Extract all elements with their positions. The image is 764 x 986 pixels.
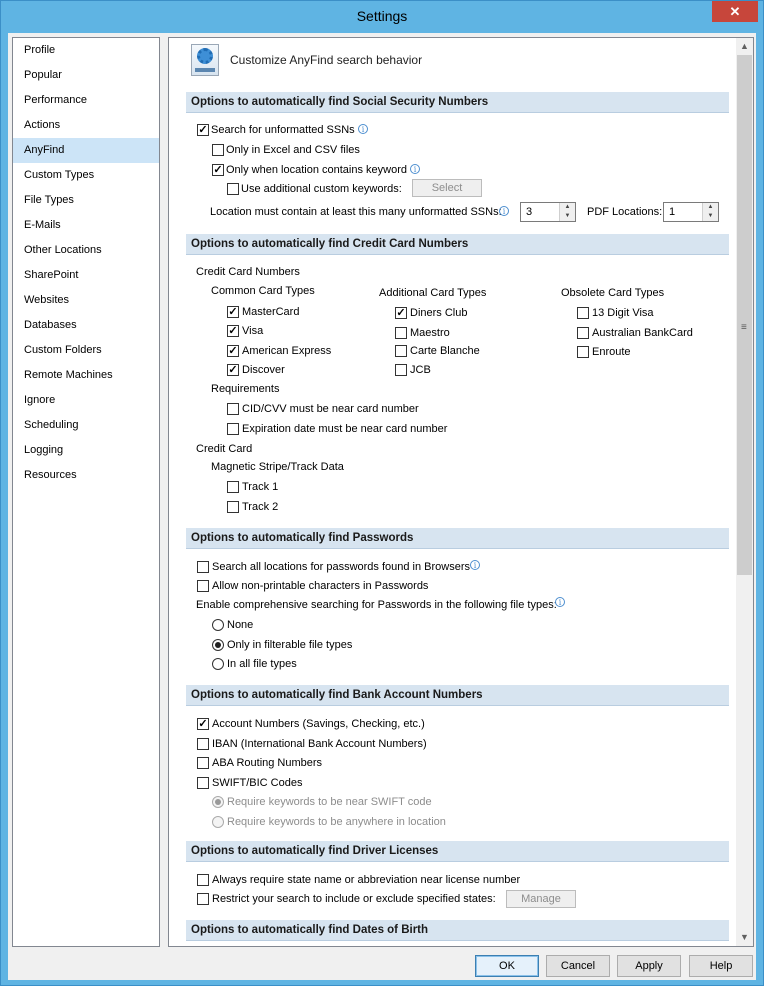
info-icon[interactable]: i	[470, 560, 480, 570]
13-digit-visa-label: 13 Digit Visa	[592, 307, 654, 319]
swift-near-label: Require keywords to be near SWIFT code	[227, 796, 432, 808]
sidebar-item-databases[interactable]: Databases	[24, 319, 77, 331]
sidebar-item-sharepoint[interactable]: SharePoint	[24, 269, 79, 281]
common-card-types-label: Common Card Types	[211, 285, 315, 297]
sidebar-item-custom-folders[interactable]: Custom Folders	[24, 344, 102, 356]
expiration-date-checkbox[interactable]	[227, 423, 239, 435]
select-keywords-button[interactable]: Select	[412, 179, 482, 197]
carte-blanche-label: Carte Blanche	[410, 345, 480, 357]
enroute-label: Enroute	[592, 346, 631, 358]
settings-content-panel	[168, 37, 754, 947]
swift-bic-label: SWIFT/BIC Codes	[212, 777, 303, 789]
sidebar-item-file-types[interactable]: File Types	[24, 194, 74, 206]
australian-bankcard-checkbox[interactable]	[577, 327, 589, 339]
password-filterable-radio[interactable]	[212, 639, 224, 651]
browser-passwords-checkbox[interactable]	[197, 561, 209, 573]
location-keyword-checkbox[interactable]	[212, 164, 224, 176]
window-title: Settings	[356, 8, 408, 24]
swift-bic-checkbox[interactable]	[197, 777, 209, 789]
non-printable-label: Allow non-printable characters in Passwords	[212, 580, 429, 592]
info-icon[interactable]: i	[358, 124, 368, 134]
requirements-label: Requirements	[211, 383, 280, 395]
min-ssn-count-stepper[interactable]	[520, 202, 576, 222]
sidebar-item-anyfind[interactable]: AnyFind	[13, 138, 159, 163]
swift-near-radio[interactable]	[212, 796, 224, 808]
sidebar-item-remote-machines[interactable]: Remote Machines	[24, 369, 113, 381]
bank-section-header: Options to automatically find Bank Account Numbers	[186, 685, 729, 706]
info-icon[interactable]: i	[499, 206, 509, 216]
min-ssn-count-value: 3	[526, 206, 533, 218]
swift-anywhere-label: Require keywords to be anywhere in location	[227, 816, 446, 828]
diners-club-label: Diners Club	[410, 307, 468, 319]
ssn-section-header: Options to automatically find Social Security Numbers	[186, 92, 729, 113]
iban-label: IBAN (International Bank Account Numbers)	[212, 738, 427, 750]
scroll-up-icon[interactable]: ▲	[740, 41, 749, 51]
unformatted-ssn-checkbox[interactable]	[197, 124, 209, 136]
pdf-locations-stepper[interactable]	[663, 202, 719, 222]
cid-cvv-label: CID/CVV must be near card number	[242, 403, 419, 415]
cid-cvv-checkbox[interactable]	[227, 403, 239, 415]
visa-checkbox[interactable]	[227, 325, 239, 337]
australian-bankcard-label: Australian BankCard	[592, 327, 693, 339]
page-title: Customize AnyFind search behavior	[230, 53, 423, 67]
discover-label: Discover	[242, 364, 285, 376]
expiration-date-label: Expiration date must be near card number	[242, 423, 448, 435]
carte-blanche-checkbox[interactable]	[395, 345, 407, 357]
aba-routing-checkbox[interactable]	[197, 757, 209, 769]
close-button[interactable]: ✕	[712, 1, 758, 22]
magnetic-stripe-label: Magnetic Stripe/Track Data	[211, 461, 344, 473]
custom-keywords-label: Use additional custom keywords:	[241, 183, 402, 195]
password-none-label: None	[227, 619, 254, 631]
sidebar-item-logging[interactable]: Logging	[24, 444, 64, 456]
track-1-checkbox[interactable]	[227, 481, 239, 493]
amex-checkbox[interactable]	[227, 345, 239, 357]
cancel-button[interactable]: Cancel	[546, 955, 610, 977]
sidebar-item-ignore[interactable]: Ignore	[24, 394, 56, 406]
password-none-radio[interactable]	[212, 619, 224, 631]
enroute-checkbox[interactable]	[577, 346, 589, 358]
location-keyword-label: Only when location contains keyword	[226, 164, 407, 176]
jcb-checkbox[interactable]	[395, 364, 407, 376]
grip-icon: ≡	[741, 322, 747, 333]
min-ssn-count-label: Location must contain at least this many unformatted SSNs:	[210, 206, 502, 218]
credit-card-numbers-label: Credit Card Numbers	[196, 266, 300, 278]
password-all-types-label: In all file types	[227, 658, 297, 670]
track-2-label: Track 2	[242, 501, 279, 513]
jcb-label: JCB	[410, 364, 431, 376]
sidebar-item-performance[interactable]: Performance	[24, 94, 87, 106]
excel-csv-label: Only in Excel and CSV files	[226, 144, 360, 156]
sidebar-item-actions[interactable]: Actions	[24, 119, 61, 131]
apply-button[interactable]: Apply	[617, 955, 681, 977]
visa-label: Visa	[242, 325, 264, 337]
diners-club-checkbox[interactable]	[395, 307, 407, 319]
password-filterable-label: Only in filterable file types	[227, 639, 353, 651]
track-2-checkbox[interactable]	[227, 501, 239, 513]
discover-checkbox[interactable]	[227, 364, 239, 376]
sidebar-item-resources[interactable]: Resources	[24, 469, 77, 481]
restrict-states-checkbox[interactable]	[197, 893, 209, 905]
account-numbers-checkbox[interactable]	[197, 718, 209, 730]
custom-keywords-checkbox[interactable]	[227, 183, 239, 195]
ok-button[interactable]: OK	[475, 955, 539, 977]
spin-down-icon[interactable]: ▼	[564, 213, 571, 219]
scroll-down-icon[interactable]: ▼	[740, 932, 749, 942]
passwords-section-header: Options to automatically find Passwords	[186, 528, 729, 549]
sidebar-item-other-locations[interactable]: Other Locations	[24, 244, 102, 256]
sidebar-item-scheduling[interactable]: Scheduling	[24, 419, 79, 431]
track-1-label: Track 1	[242, 481, 279, 493]
iban-checkbox[interactable]	[197, 738, 209, 750]
aba-routing-label: ABA Routing Numbers	[212, 757, 323, 769]
pdf-locations-value: 1	[669, 206, 676, 218]
anyfind-settings-icon	[191, 44, 219, 76]
mastercard-checkbox[interactable]	[227, 306, 239, 318]
title-bar[interactable]	[1, 1, 763, 33]
swift-anywhere-radio[interactable]	[212, 816, 224, 828]
scrollbar-thumb[interactable]	[737, 55, 752, 575]
unformatted-ssn-label: Search for unformatted SSNs	[211, 124, 355, 136]
maestro-checkbox[interactable]	[395, 327, 407, 339]
sidebar-item-popular[interactable]: Popular	[24, 69, 62, 81]
driver-licenses-section-header: Options to automatically find Driver Licenses	[186, 841, 729, 862]
account-numbers-label: Account Numbers (Savings, Checking, etc.)	[212, 718, 425, 730]
mastercard-label: MasterCard	[242, 306, 300, 318]
help-button[interactable]: Help	[689, 955, 753, 977]
browser-passwords-label: Search all locations for passwords found in Browsers	[212, 561, 471, 573]
sidebar-item-websites[interactable]: Websites	[24, 294, 70, 306]
sidebar-item-profile[interactable]: Profile	[24, 44, 56, 56]
sidebar-item-e-mails[interactable]: E-Mails	[24, 219, 61, 231]
manage-states-button[interactable]: Manage	[506, 890, 576, 908]
credit-card-label: Credit Card	[196, 443, 253, 455]
pdf-locations-label: PDF Locations:	[587, 206, 663, 218]
info-icon[interactable]: i	[410, 164, 420, 174]
client-area	[8, 33, 756, 980]
spin-up-icon[interactable]: ▲	[707, 204, 714, 210]
state-name-checkbox[interactable]	[197, 874, 209, 886]
additional-card-types-label: Additional Card Types	[379, 287, 487, 299]
13-digit-visa-checkbox[interactable]	[577, 307, 589, 319]
sidebar-nav	[12, 37, 160, 947]
maestro-label: Maestro	[410, 327, 450, 339]
excel-csv-checkbox[interactable]	[212, 144, 224, 156]
restrict-states-label: Restrict your search to include or exclude specified states:	[212, 893, 496, 905]
content-scrollbar[interactable]	[736, 38, 753, 946]
password-all-types-radio[interactable]	[212, 658, 224, 670]
info-icon[interactable]: i	[555, 597, 565, 607]
state-name-label: Always require state name or abbreviation near license number	[212, 874, 521, 886]
spin-up-icon[interactable]: ▲	[564, 204, 571, 210]
spin-down-icon[interactable]: ▼	[707, 213, 714, 219]
comprehensive-search-label: Enable comprehensive searching for Passwords in the following file types:	[196, 599, 557, 611]
amex-label: American Express	[242, 345, 332, 357]
credit-card-section-header: Options to automatically find Credit Card Numbers	[186, 234, 729, 255]
sidebar-item-custom-types[interactable]: Custom Types	[24, 169, 95, 181]
non-printable-checkbox[interactable]	[197, 580, 209, 592]
obsolete-card-types-label: Obsolete Card Types	[561, 287, 665, 299]
dob-section-header: Options to automatically find Dates of Birth	[186, 920, 729, 941]
